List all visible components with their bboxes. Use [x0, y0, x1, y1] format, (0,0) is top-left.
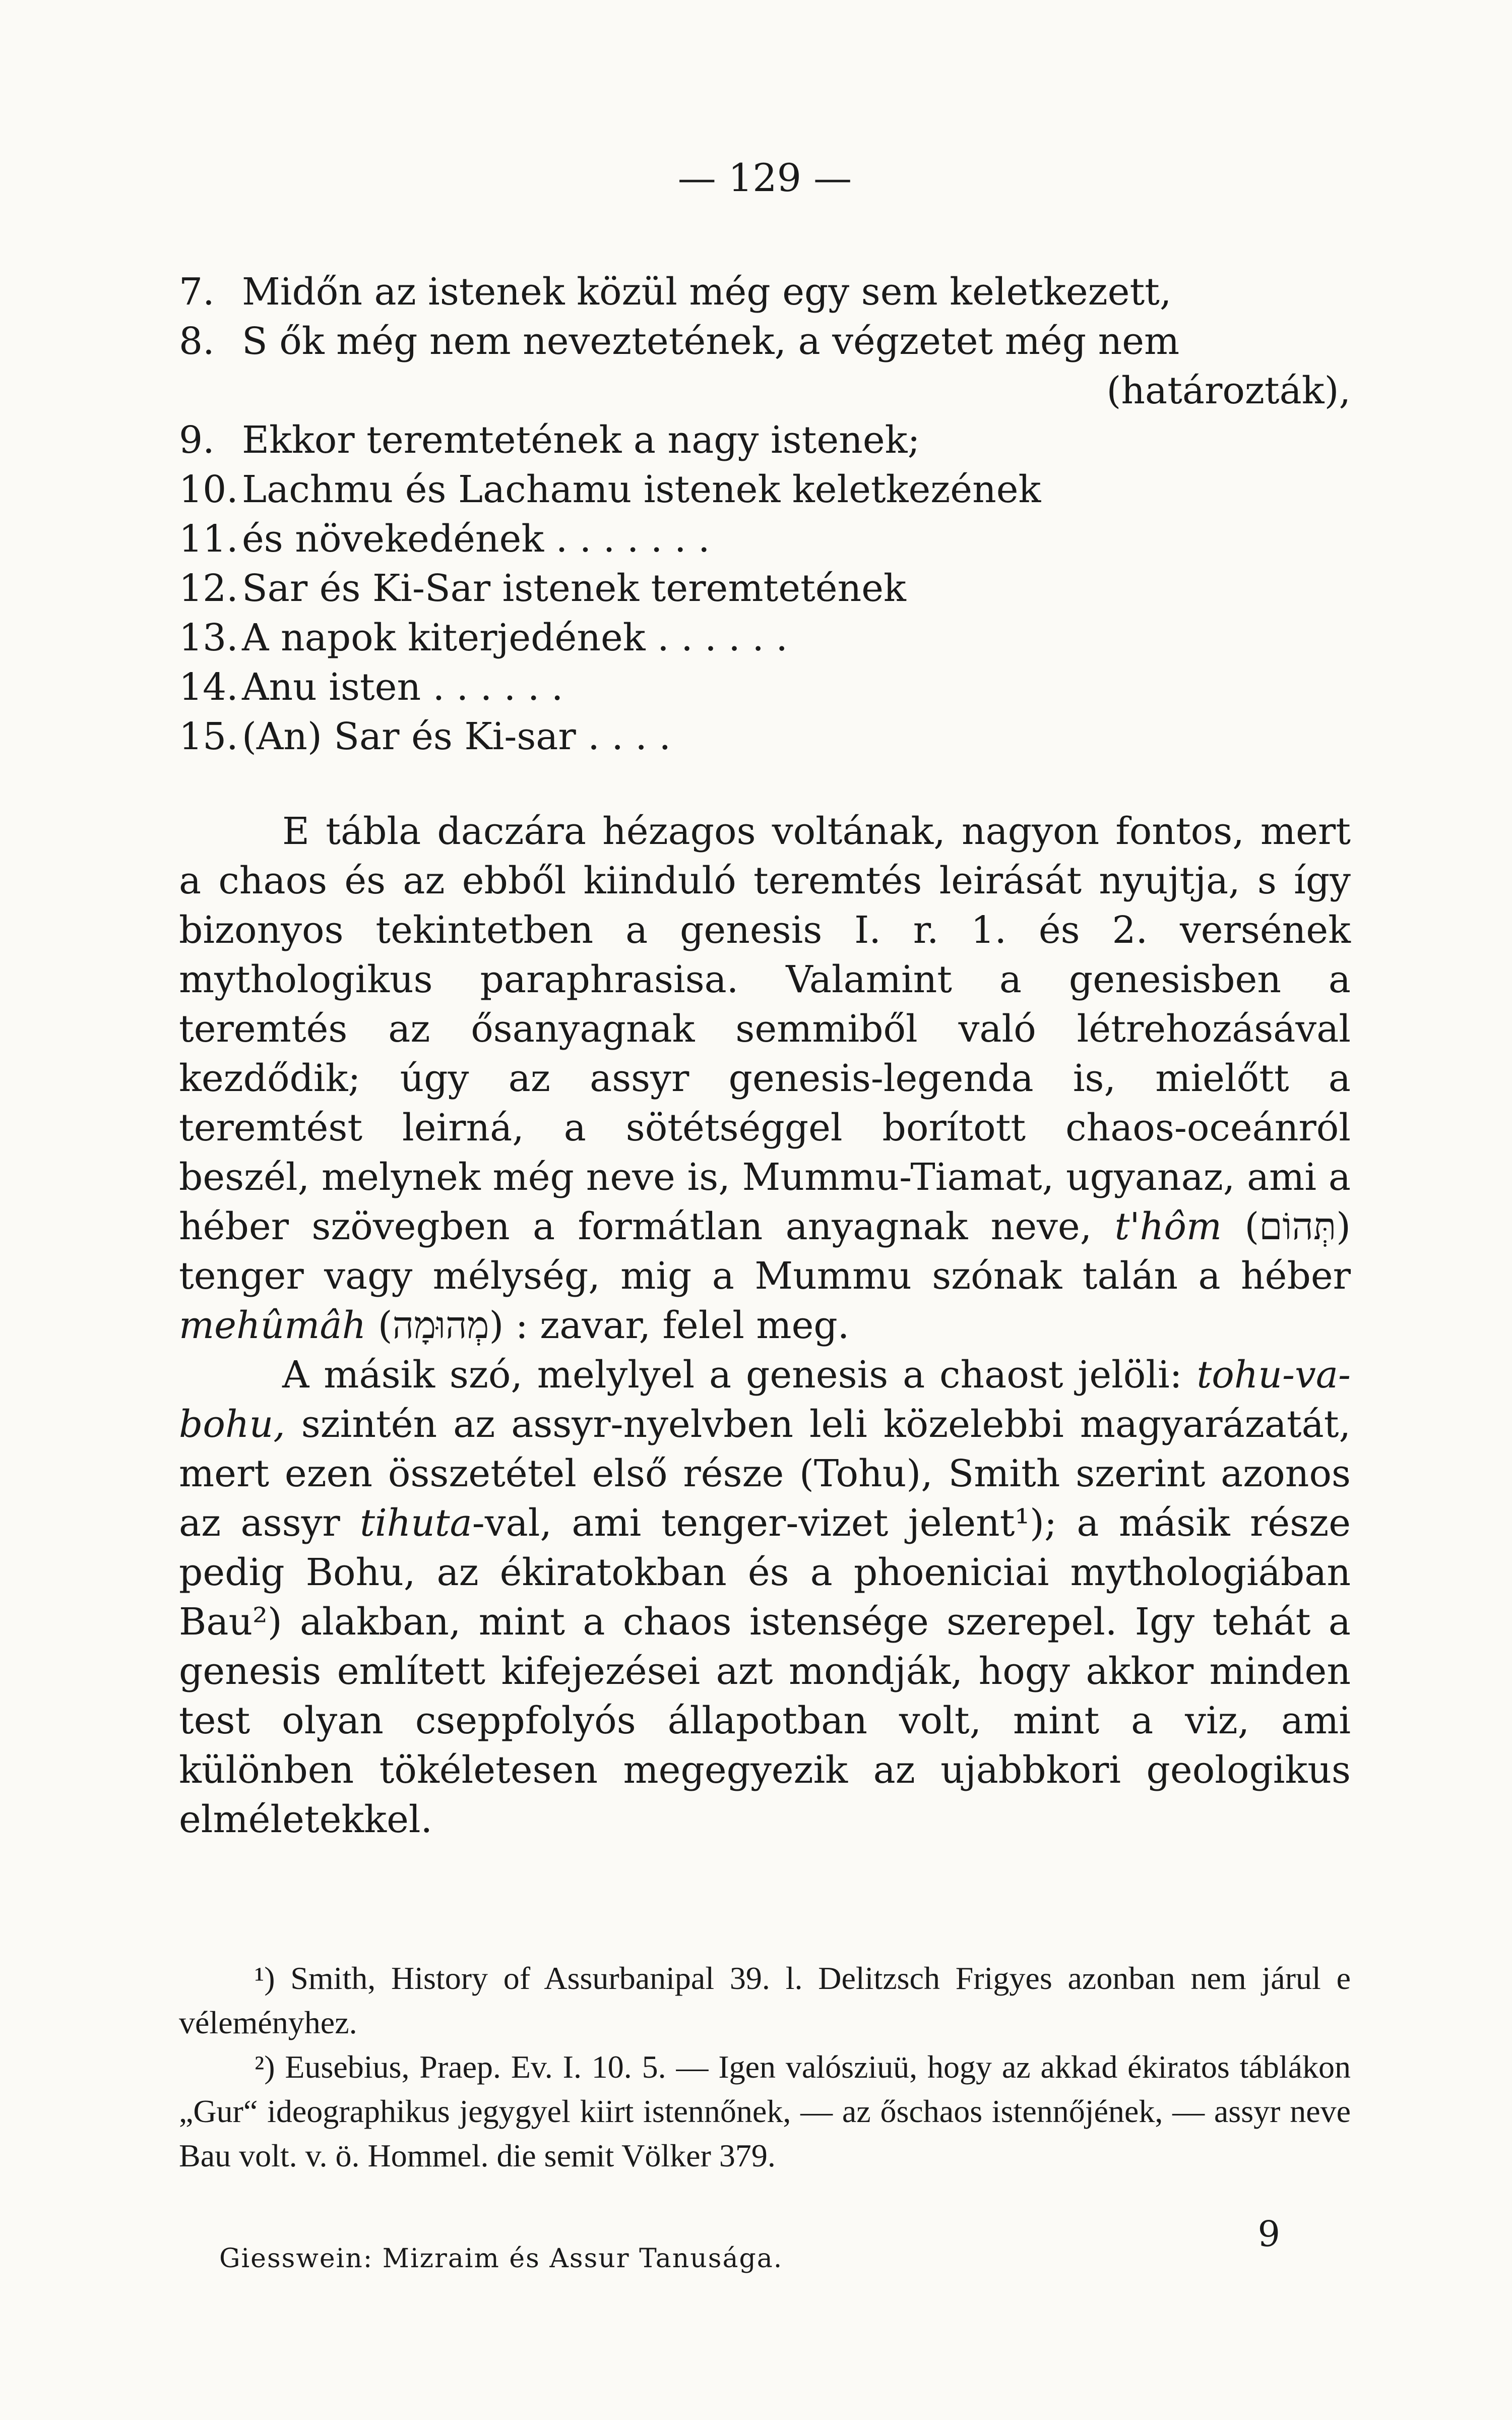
page-footer	[219, 2213, 1351, 2274]
signature-mark: 9	[1257, 2213, 1280, 2255]
verse-text: (határozták),	[1106, 369, 1351, 412]
paragraph-text: szintén az assyr-nyelvben leli közelebbi magyarázatát, mert ezen összetétel első része (Tohu), Smith szerint azonos az assyr	[179, 1403, 1351, 1545]
verse-line	[179, 366, 1351, 415]
verse-number: 12.	[179, 567, 238, 610]
page-number: — 129 —	[677, 155, 852, 200]
paragraph-text: (מְהוּמָה) : zavar, felel meg.	[366, 1304, 850, 1347]
verse-block	[179, 267, 1351, 761]
verse-text: Anu isten . . . . . .	[242, 666, 563, 709]
paragraph	[179, 807, 1351, 1350]
verse-number: 8.	[179, 320, 215, 363]
verse-number: 7.	[179, 270, 215, 314]
verse-line	[179, 662, 1351, 712]
verse-line	[179, 317, 1351, 366]
italic-term: tohu-va-bohu,	[179, 1353, 1351, 1446]
verse-text: (An) Sar és Ki-sar . . . .	[242, 715, 671, 758]
verse-text: és növekedének . . . . . . .	[242, 517, 710, 561]
footnote: ¹) Smith, History of Assurbanipal 39. l. Delitzsch Frigyes azonban nem járul e véleményhez.	[179, 1960, 1351, 2040]
paragraph-text: E tábla daczára hézagos voltának, nagyon fontos, mert a chaos és az ebből kiinduló teremtés leirását nyujtja, s így bizonyos tekintetben a genesis I. r. 1. és 2. versének mythologikus paraphrasisa. Valamint a genesisben a teremtés az ősanyagnak semmiből való létrehozásával kezdődik; úgy az assyr genesis-legenda is, mielőtt a teremtést leirná, a sötétséggel borított chaos-oceánról beszél, melynek még neve is, Mummu-Tiamat, ugyanaz, ami a héber szövegben a formátlan anyagnak neve,	[179, 810, 1351, 1248]
verse-number: 15.	[179, 715, 238, 758]
italic-term: t'hôm	[1114, 1205, 1222, 1248]
verse-line	[179, 613, 1351, 662]
paragraph-text: -val, ami tenger-vizet jelent¹); a másik része pedig Bohu, az ékiratokban és a phoeniciai mythologiában Bau²) alakban, mint a chaos istensége szerepel. Igy tehát a genesis említett kifejezései azt mondják, hogy akkor minden test olyan cseppfolyós állapotban volt, mint a viz, ami különben tökéletesen megegyezik az ujabbkori geologikus elméletekkel.	[179, 1501, 1351, 1841]
paragraph	[179, 1350, 1351, 1844]
body-text	[179, 807, 1351, 1844]
running-title: Giesswein: Mizraim és Assur Tanusága.	[219, 2244, 783, 2274]
italic-term: tihuta	[360, 1501, 472, 1545]
footnote: ²) Eusebius, Praep. Ev. I. 10. 5. — Igen valósziuü, hogy az akkad ékiratos táblákon „Gur“ ideographikus jegygyel kiirt istennőnek, — az őschaos istennőjének, — assyr neve Bau volt. v. ö. Hommel. die semit Völker 379.	[179, 2049, 1351, 2173]
footnotes	[179, 1956, 1351, 2178]
verse-number: 13.	[179, 616, 238, 659]
verse-text: S ők még nem neveztetének, a végzetet még nem	[242, 320, 1180, 363]
verse-line	[179, 712, 1351, 761]
verse-text: Sar és Ki-Sar istenek teremtetének	[242, 567, 906, 610]
verse-text: Lachmu és Lachamu istenek keletkezének	[242, 468, 1041, 511]
verse-number: 9.	[179, 418, 215, 462]
italic-term: mehûmâh	[179, 1304, 366, 1347]
verse-text: Ekkor teremtetének a nagy istenek;	[242, 418, 920, 462]
paragraph-text: A másik szó, melylyel a genesis a chaost jelöli:	[282, 1353, 1197, 1397]
verse-line	[179, 564, 1351, 613]
verse-number: 14.	[179, 666, 238, 709]
verse-text: Midőn az istenek közül még egy sem keletkezett,	[242, 270, 1172, 314]
verse-line	[179, 514, 1351, 564]
verse-text: A napok kiterjedének . . . . . .	[242, 616, 788, 659]
paragraph-text: (תְּהוֹם) tenger vagy mélység, mig a Mummu szónak talán a héber	[179, 1205, 1351, 1298]
verse-line	[179, 465, 1351, 514]
verse-line	[179, 415, 1351, 465]
verse-line	[179, 267, 1351, 317]
verse-number: 10.	[179, 468, 238, 511]
verse-number: 11.	[179, 517, 238, 561]
